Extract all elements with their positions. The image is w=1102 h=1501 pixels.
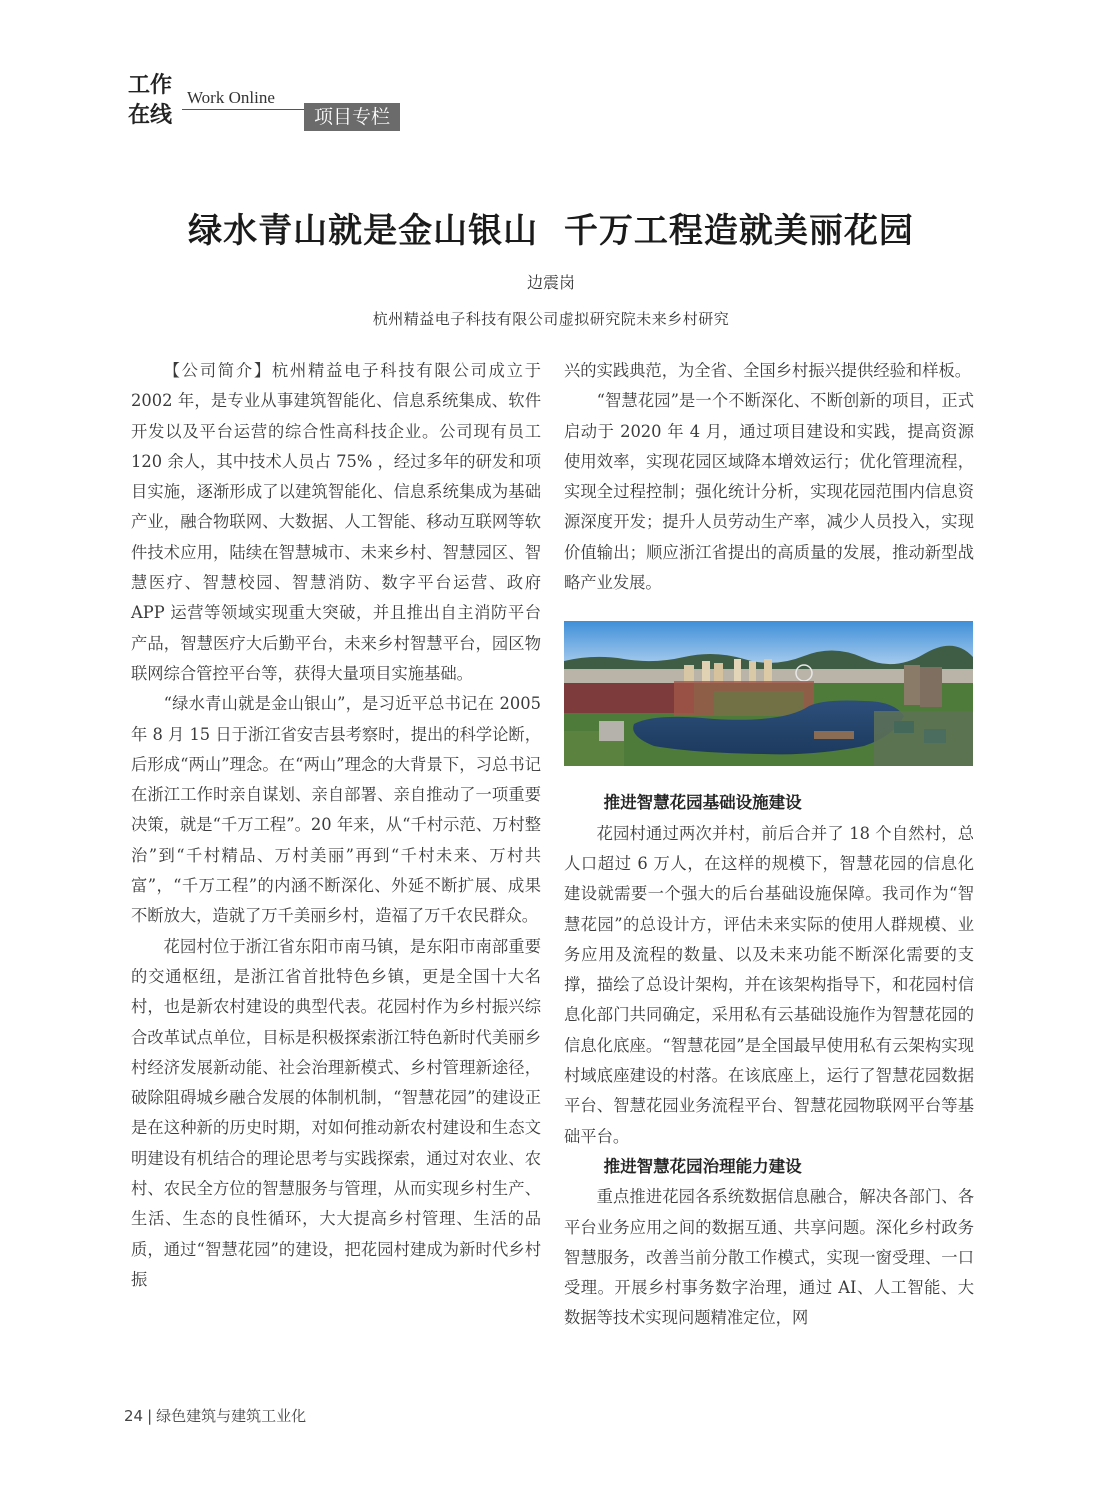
section-header	[128, 70, 418, 135]
paragraph-smart-garden: “智慧花园”是一个不断深化、不断创新的项目，正式启动于 2020 年 4 月，通过项目建设和实践，提高资源使用效率，实现花园区域降本增效运行；优化管理流程，实现全过程控制；强化统计分析，实现花园范围内信息资源深度开发；提升人员劳动生产率，减少人员投入，实现价值输出；顺应浙江省提出的高质量的发展，推动新型战略产业发展。	[564, 391, 974, 593]
paragraph-continuation: 兴的实践典范，为全省、全国乡村振兴提供经验和样板。	[564, 361, 972, 380]
paragraph-governance: 重点推进花园各系统数据信息融合，解决各部门、各平台业务应用之间的数据互通、共享问题。深化乡村政务智慧服务，改善当前分散工作模式，实现一窗受理、一口受理。开展乡村事务数字治理，通过 AI、人工智能、大数据等技术实现问题精准定位，网	[564, 1187, 974, 1328]
page-footer	[124, 1405, 306, 1426]
paragraph-huayuan-village: 花园村位于浙江省东阳市南马镇，是东阳市南部重要的交通枢纽，是浙江省首批特色乡镇，更是全国十大名村，也是新农村建设的典型代表。花园村作为乡村振兴综合改革试点单位，目标是积极探索浙江特色新时代美丽乡村经济发展新动能、社会治理新模式、乡村管理新途径，破除阻碍城乡融合发展的体制机制，“智慧花园”的建设正是在这种新的历史时期，对如何推动新农村建设和生态文明建设有机结合的理论思考与实践探索，通过对农业、农村、农民全方位的智慧服务与管理，从而实现乡村生产、生活、生态的良性循环，大大提高乡村管理、生活的品质，通过“智慧花园”的建设，把花园村建成为新时代乡村振	[131, 936, 541, 1289]
paragraph-company-intro: 【公司简介】杭州精益电子科技有限公司成立于 2002 年，是专业从事建筑智能化、信息系统集成、软件开发以及平台运营的综合性高科技企业。公司现有员工 120 余人，其中技术人员占 75% ，经过多年的研发和项目实施，逐渐形成了以建筑智能化、信息系统集成为基础产业，融合物联网、大数据、人工智能、移动互联网等软件技术应用，陆续在智慧城市、未来乡村、智慧园区、智慧医疗、智慧校园、智慧消防、数字平台运营、政府 APP 运营等领域实现重大突破，并且推出自主消防平台产品，智慧医疗大后勤平台，未来乡村智慧平台，园区物联网综合管控平台等，获得大量项目实施基础。	[131, 361, 541, 683]
section-heading-infrastructure: 推进智慧花园基础设施建设	[603, 793, 802, 813]
header-rule	[182, 109, 314, 110]
paragraph-two-mountains: “绿水青山就是金山银山”，是习近平总书记在 2005 年 8 月 15 日于浙江省安吉县考察时，提出的科学论断，后形成“两山”理念。在“两山”理念的大背景下，习总书记在浙江工作时亲自谋划、亲自部署、亲自推动了一项重要决策，就是“千万工程”。20 年来，从“千村示范、万村整治”到“千村精品、万村美丽”再到“千村未来、万村共富”，“千万工程”的内涵不断深化、外延不断扩展、成果不断放大，造就了万千美丽乡村，造福了万千农民群众。	[131, 694, 541, 926]
left-column	[131, 356, 541, 1295]
section-label-en: Work Online	[187, 88, 275, 107]
paragraph-infrastructure: 花园村通过两次并村，前后合并了 18 个自然村，总人口超过 6 万人，在这样的规模下，智慧花园的信息化建设就需要一个强大的后台基础设施保障。我司作为“智慧花园”的总设计方，评估未来实际的使用人群规模、业务应用及流程的数量、以及未来功能不断深化需要的支撑，描绘了总设计架构，并在该架构指导下，和花园村信息化部门共同确定，采用私有云基础设施作为智慧花园的信息化底座。“智慧花园”是全国最早使用私有云架构实现村域底座建设的村落。在该底座上，运行了智慧花园数据平台、智慧花园业务流程平台、智慧花园物联网平台等基础平台。	[564, 823, 974, 1146]
footer-separator: |	[147, 1407, 153, 1425]
journal-name: 绿色建筑与建筑工业化	[156, 1407, 307, 1425]
article-author: 边震岗	[526, 273, 575, 292]
section-heading-governance: 推进智慧花园治理能力建设	[603, 1156, 802, 1176]
section-label-line2: 在线	[128, 102, 173, 128]
lake-village-image	[564, 621, 973, 766]
section-label-line1: 工作	[128, 72, 173, 98]
article-title: 绿水青山就是金山银山 千万工程造就美丽花园	[188, 211, 914, 251]
column-tag: 项目专栏	[304, 103, 400, 131]
right-column	[564, 356, 974, 1334]
village-aerial-photo	[564, 621, 973, 766]
author-affiliation: 杭州精益电子科技有限公司虚拟研究院未来乡村研究	[372, 310, 730, 328]
page-number: 24	[124, 1407, 144, 1425]
section-label-cn	[128, 70, 172, 130]
